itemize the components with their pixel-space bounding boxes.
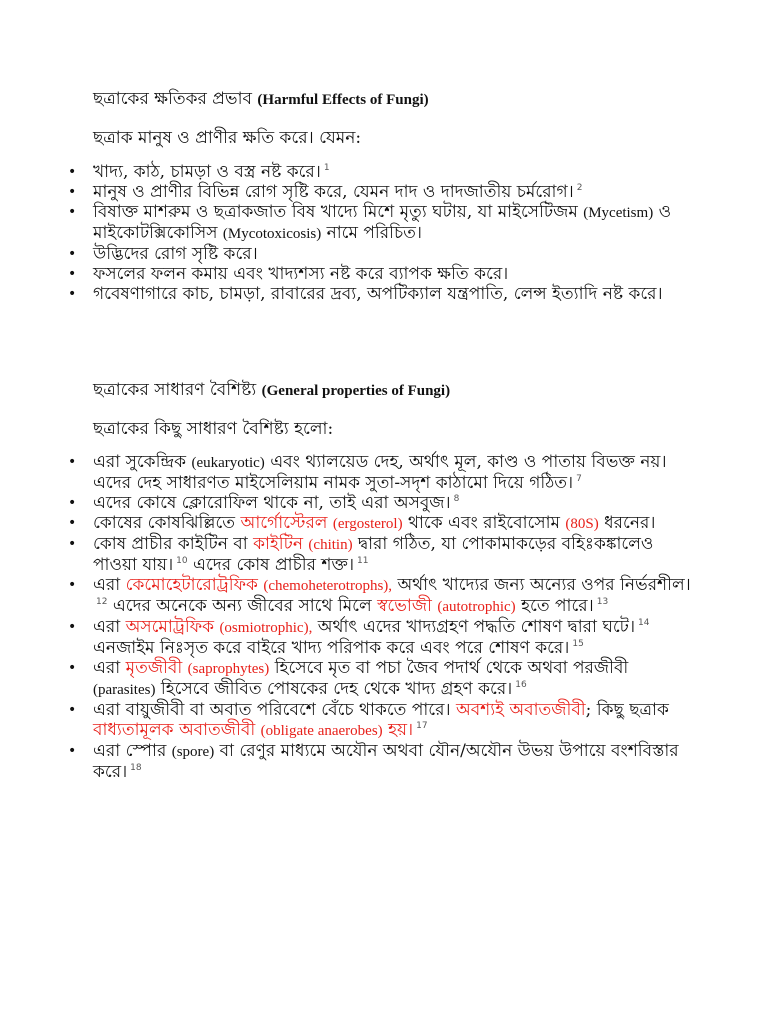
footnote-ref[interactable]: 18 bbox=[130, 763, 142, 773]
section-heading-harmful bbox=[93, 86, 429, 114]
list-item: • এদের কোষে ক্লোরোফিল থাকে না, তাই এরা অসবুজ। $^8$ bbox=[93, 493, 693, 513]
footnote-ref[interactable]: 10 bbox=[176, 556, 188, 566]
list-item: • এরা কেমোহেটারোট্রফিক (chemoheterotrophs), অর্থাৎ খাদ্যের জন্য অন্যের ওপর নির্ভরশীল।$^{12}$ এদের অনেকে অন্য জীবের সাথে মিলে স্বভোজী (autotrophic) হতে পারে। $^{13}$ bbox=[93, 575, 693, 617]
footnote-ref[interactable]: 15 bbox=[572, 639, 584, 649]
list-item: • মানুষ ও প্রাণীর বিভিন্ন রোগ সৃষ্টি করে, যেমন দাদ ও দাদজাতীয় চর্মরোগ। $^2$ bbox=[93, 182, 693, 202]
section-heading-properties bbox=[93, 377, 450, 405]
heading-bengali: ছত্রাকের ক্ষতিকর প্রভাব bbox=[93, 89, 252, 109]
list-item: • গবেষণাগারে কাচ, চামড়া, রাবারের দ্রব্য, অপটিক্যাল যন্ত্রপাতি, লেন্স ইত্যাদি নষ্ট করে। bbox=[93, 284, 693, 304]
list-item: • ফসলের ফলন কমায় এবং খাদ্যশস্য নষ্ট করে ব্যাপক ক্ষতি করে। bbox=[93, 264, 693, 284]
list-item: • কোষের কোষঝিল্লিতে আর্গোস্টেরল (ergosterol) থাকে এবং রাইবোসোম (80S) ধরনের। bbox=[93, 513, 693, 534]
highlight-term: মৃতজীবী bbox=[125, 658, 183, 678]
footnote-ref[interactable]: 14 bbox=[638, 618, 650, 628]
footnote-ref[interactable]: 16 bbox=[515, 680, 527, 690]
list-item: • এরা সুকেন্দ্রিক (eukaryotic) এবং থ্যালয়েড দেহ, অর্থাৎ মূল, কাণ্ড ও পাতায় বিভক্ত নয়। এদের দেহ সাধারণত মাইসেলিয়াম নামক সুতা-সদৃশ কাঠামো দিয়ে গঠিত। $^7$ bbox=[93, 452, 693, 493]
highlight-term: আর্গোস্টেরল bbox=[240, 513, 328, 533]
footnote-ref[interactable]: 7 bbox=[576, 474, 582, 484]
highlight-term: স্বভোজী bbox=[377, 596, 432, 616]
list-item: • কোষ প্রাচীর কাইটিন বা কাইটিন (chitin) দ্বারা গঠিত, যা পোকামাকড়ের বহিঃকঙ্কালেও পাওয়া যায়। $^{10}$ এদের কোষ প্রাচীর শক্ত। $^{11}$ bbox=[93, 534, 693, 575]
section-intro: ছত্রাক মানুষ ও প্রাণীর ক্ষতি করে। যেমন: bbox=[93, 128, 362, 148]
footnote-ref[interactable]: 11 bbox=[357, 556, 369, 566]
list-item: • খাদ্য, কাঠ, চামড়া ও বস্ত্র নষ্ট করে। $^1$ bbox=[93, 162, 693, 182]
heading-english: (General properties of Fungi) bbox=[261, 383, 451, 399]
harmful-effects-list bbox=[93, 162, 693, 304]
highlight-term: অসমোট্রফিক bbox=[125, 617, 215, 637]
list-item: • এরা বায়ুজীবী বা অবাত পরিবেশে বেঁচে থাকতে পারে। অবশ্যই অবাতজীবী; কিছু ছত্রাক বাধ্যতামূলক অবাতজীবী (obligate anaerobes) হয়। $^{17}$ bbox=[93, 700, 693, 741]
heading-english: (Harmful Effects of Fungi) bbox=[257, 92, 429, 108]
section-intro: ছত্রাকের কিছু সাধারণ বৈশিষ্ট্য হলো: bbox=[93, 419, 334, 439]
highlight-term: কেমোহেটারোট্রফিক bbox=[125, 575, 258, 595]
highlight-term: কাইটিন bbox=[253, 534, 304, 554]
highlight-term: অবশ্যই অবাতজীবী bbox=[455, 700, 586, 720]
list-item: • উদ্ভিদের রোগ সৃষ্টি করে। bbox=[93, 244, 693, 264]
list-item: • এরা স্পোর (spore) বা রেণুর মাধ্যমে অযৌন অথবা যৌন/অযৌন উভয় উপায়ে বংশবিস্তার করে। $^{18}$ bbox=[93, 741, 693, 782]
footnote-ref[interactable]: 2 bbox=[576, 183, 583, 193]
footnote-ref[interactable]: 17 bbox=[416, 721, 428, 731]
properties-list bbox=[93, 452, 693, 782]
footnote-ref[interactable]: 8 bbox=[453, 494, 460, 504]
footnote-ref[interactable]: 12 bbox=[96, 597, 108, 607]
list-item: • বিষাক্ত মাশরুম ও ছত্রাকজাত বিষ খাদ্যে মিশে মৃত্যু ঘটায়, যা মাইসেটিজম (Mycetism) ও মাইকোটক্সিকোসিস (Mycotoxicosis) নামে পরিচিত। bbox=[93, 202, 693, 244]
highlight-term: বাধ্যতামূলক অবাতজীবী bbox=[93, 720, 256, 740]
footnote-ref[interactable]: 13 bbox=[596, 597, 609, 607]
heading-bengali: ছত্রাকের সাধারণ বৈশিষ্ট্য bbox=[93, 380, 257, 400]
list-item: • এরা অসমোট্রফিক (osmiotrophic), অর্থাৎ এদের খাদ্যগ্রহণ পদ্ধতি শোষণ দ্বারা ঘটে। $^{14}$ এনজাইম নিঃসৃত করে বাইরে খাদ্য পরিপাক করে এবং পরে শোষণ করে। $^{15}$ bbox=[93, 617, 693, 658]
footnote-ref[interactable]: 1 bbox=[323, 163, 330, 173]
list-item: • এরা মৃতজীবী (saprophytes) হিসেবে মৃত বা পচা জৈব পদার্থ থেকে অথবা পরজীবী (parasites) হিসেবে জীবিত পোষকের দেহ থেকে খাদ্য গ্রহণ করে। $^{16}$ bbox=[93, 658, 693, 700]
